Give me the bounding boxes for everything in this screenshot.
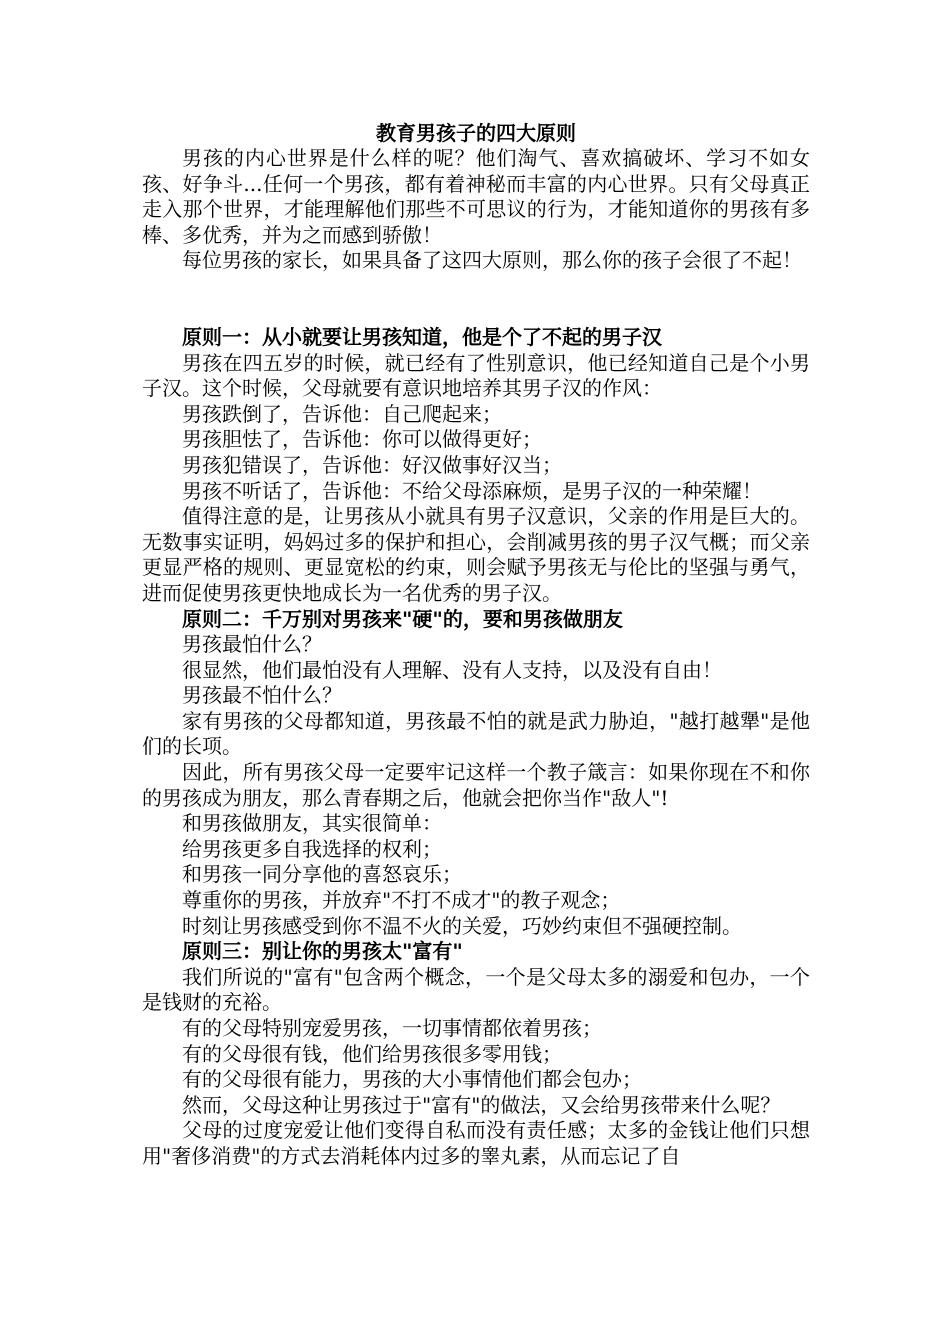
body-paragraph: 男孩不听话了，告诉他：不给父母添麻烦，是男子汉的一种荣耀！	[182, 478, 762, 503]
body-paragraph: 尊重你的男孩，并放弃"不打不成才"的教子观念；	[182, 888, 621, 913]
intro-paragraph: 男孩的内心世界是什么样的呢？他们淘气、喜欢搞破坏、学习不如女孩、好争斗...任何一个男孩，都有着神秘而丰富的内心世界。只有父母真正走入那个世界，才能理解他们那些不可思议的行为，才能知道你的男孩有多棒、多优秀，并为之而感到骄傲！	[142, 146, 810, 247]
section-spacer	[142, 274, 810, 325]
body-paragraph: 父母的过度宠爱让他们变得自私而没有责任感；太多的金钱让他们只想用"奢侈消费"的方式去消耗体内过多的睾丸素，从而忘记了自	[142, 1118, 810, 1168]
document-title: 教育男孩子的四大原则	[376, 121, 576, 145]
body-paragraph: 男孩犯错误了，告诉他：好汉做事好汉当；	[182, 452, 562, 477]
body-paragraph: 有的父母很有能力，男孩的大小事情他们都会包办；	[182, 1067, 642, 1092]
body-paragraph: 男孩在四五岁的时候，就已经有了性别意识，他已经知道自己是个小男子汉。这个时候，父母就要有意识地培养其男子汉的作风：	[142, 350, 810, 401]
body-paragraph: 和男孩一同分享他的喜怒哀乐；	[182, 862, 462, 887]
body-paragraph: 有的父母很有钱，他们给男孩很多零用钱；	[182, 1041, 562, 1066]
body-paragraph: 给男孩更多自我选择的权利；	[182, 836, 442, 861]
section-heading: 原则一：从小就要让男孩知道，他是个了不起的男子汉	[182, 324, 662, 349]
body-paragraph: 很显然，他们最怕没有人理解、没有人支持，以及没有自由！	[182, 657, 722, 682]
body-paragraph: 因此，所有男孩父母一定要牢记这样一个教子箴言：如果你现在不和你的男孩成为朋友，那么青春期之后，他就会把你当作"敌人"!	[142, 760, 810, 810]
intro-paragraph: 每位男孩的家长，如果具备了这四大原则，那么你的孩子会很了不起！	[182, 248, 802, 273]
body-paragraph: 值得注意的是，让男孩从小就具有男子汉意识，父亲的作用是巨大的。无数事实证明，妈妈过多的保护和担心，会削减男孩的男子汉气概；而父亲更显严格的规则、更显宽松的约束，则会赋予男孩无与伦比的坚强与勇气，进而促使男孩更快地成长为一名优秀的男子汉。	[142, 504, 810, 605]
section-heading: 原则三：别让你的男孩太"富有"	[182, 939, 463, 964]
body-paragraph: 我们所说的"富有"包含两个概念，一个是父母太多的溺爱和包办，一个是钱财的充裕。	[142, 964, 810, 1015]
body-paragraph: 有的父母特别宠爱男孩，一切事情都依着男孩；	[182, 1016, 602, 1040]
body-paragraph: 男孩最不怕什么？	[182, 683, 342, 708]
body-paragraph: 然而，父母这种让男孩过于"富有"的做法，又会给男孩带来什么呢？	[182, 1092, 781, 1117]
body-paragraph: 男孩胆怯了，告诉他：你可以做得更好；	[182, 427, 542, 452]
body-paragraph: 男孩跌倒了，告诉他：自己爬起来；	[182, 401, 502, 426]
body-paragraph: 和男孩做朋友，其实很简单：	[182, 811, 442, 836]
body-paragraph: 时刻让男孩感受到你不温不火的关爱，巧妙约束但不强硬控制。	[182, 913, 742, 938]
document-page	[142, 120, 810, 1170]
section-heading: 原则二：千万别对男孩来"硬"的，要和男孩做朋友	[182, 606, 623, 631]
body-paragraph: 男孩最怕什么？	[182, 632, 322, 657]
body-paragraph: 家有男孩的父母都知道，男孩最不怕的就是武力胁迫，"越打越犟"是他们的长项。	[142, 708, 810, 759]
